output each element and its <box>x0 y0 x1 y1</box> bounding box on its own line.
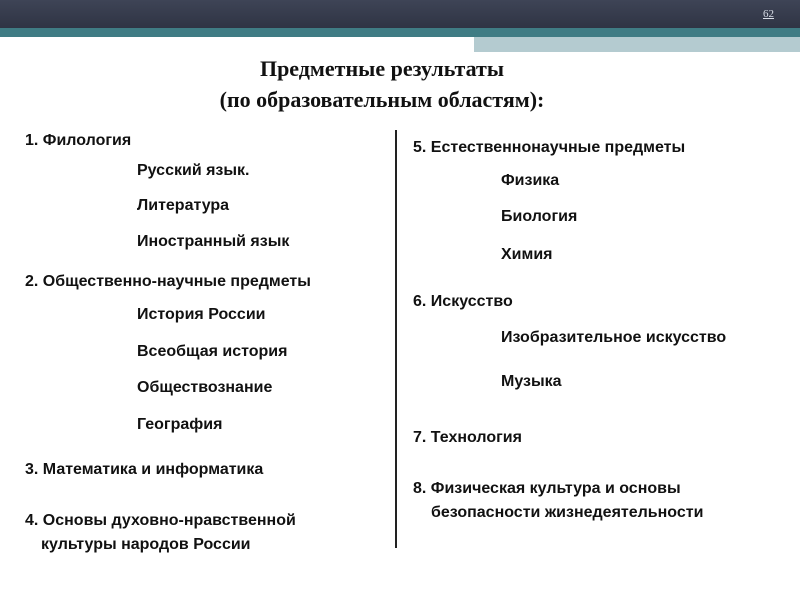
header-bar <box>0 0 800 28</box>
subject-item: Изобразительное искусство <box>501 329 727 346</box>
subject-item: Иностранный язык <box>137 233 290 250</box>
subject-item: История России <box>137 306 266 323</box>
section-social-heading: 2. Общественно-научные предметы <box>25 273 311 290</box>
subject-item: Физика <box>501 172 560 189</box>
accent-strip <box>0 28 800 37</box>
subject-item: Всеобщая история <box>137 343 288 360</box>
page-number[interactable]: 62 <box>763 8 774 20</box>
section-philology-heading: 1. Филология <box>25 132 132 149</box>
section-pe-heading-cont: безопасности жизнедеятельности <box>431 504 704 521</box>
column-divider <box>395 130 397 548</box>
subject-item: Химия <box>501 246 553 263</box>
subject-item: Литература <box>137 197 230 214</box>
subject-item: Биология <box>501 208 578 225</box>
subject-item: Музыка <box>501 373 562 390</box>
section-technology-heading: 7. Технология <box>413 429 522 446</box>
section-pe-heading: 8. Физическая культура и основы <box>413 480 681 497</box>
section-math-heading: 3. Математика и информатика <box>25 461 264 478</box>
section-science-heading: 5. Естественнонаучные предметы <box>413 139 686 156</box>
section-art-heading: 6. Искусство <box>413 293 513 310</box>
section-spiritual-heading: 4. Основы духовно-нравственной <box>25 512 296 529</box>
subject-item: Русский язык. <box>137 162 250 179</box>
slide-title: Предметные результаты <box>259 56 505 81</box>
subject-item: География <box>137 416 223 433</box>
slide-subtitle: (по образовательным областям): <box>219 87 545 112</box>
subject-item: Обществознание <box>137 379 273 396</box>
section-spiritual-heading-cont: культуры народов России <box>41 536 251 553</box>
decorative-band <box>474 37 800 52</box>
